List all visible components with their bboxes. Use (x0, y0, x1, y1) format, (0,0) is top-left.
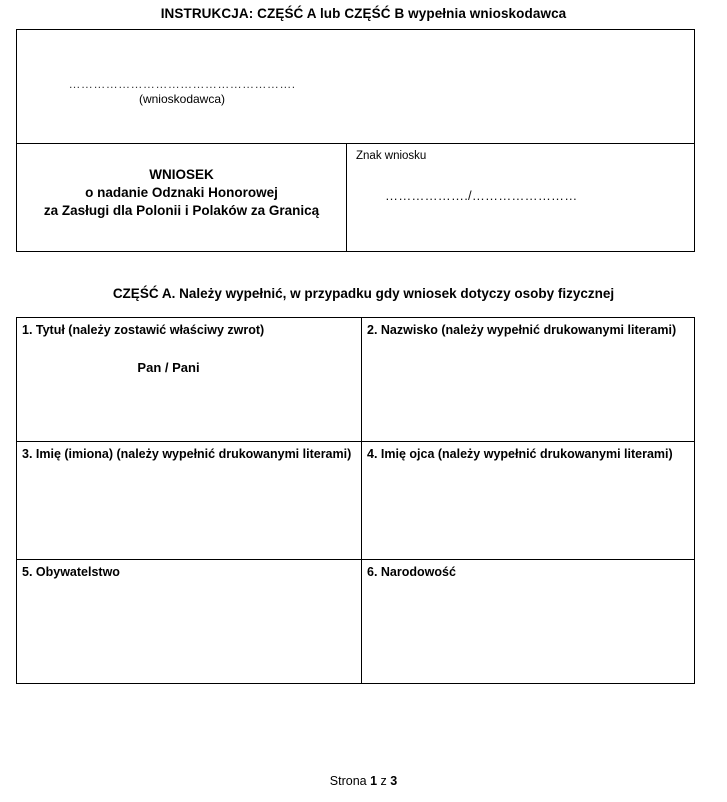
footer-current-page: 1 (370, 774, 378, 788)
field-title-label: 1. Tytuł (należy zostawić właściwy zwrot) (22, 323, 265, 337)
page-footer (0, 774, 727, 788)
applicant-label: (wnioskodawca) (138, 92, 226, 106)
field-citizenship-cell[interactable] (17, 560, 362, 684)
section-a-title: CZĘŚĆ A. Należy wypełnić, w przypadku gdy wniosek dotyczy osoby fizycznej (112, 286, 615, 301)
header-applicant-row (17, 30, 694, 143)
applicant-signature-field (17, 78, 347, 106)
footer-separator: z (380, 774, 387, 788)
table-row (17, 442, 695, 560)
field-nationality-cell[interactable] (362, 560, 695, 684)
table-row (17, 318, 695, 442)
field-title-value[interactable]: Pan / Pani (137, 360, 200, 375)
table-row (17, 560, 695, 684)
field-fathername-cell[interactable] (362, 442, 695, 560)
header-title-cell (17, 144, 347, 251)
field-surname-label: 2. Nazwisko (należy wypełnić drukowanymi literami) (367, 323, 677, 337)
page-title: INSTRUKCJA: CZĘŚĆ A lub CZĘŚĆ B wypełnia wnioskodawca (160, 6, 567, 21)
footer-prefix: Strona (329, 774, 367, 788)
header-table (16, 29, 695, 252)
application-title-line-2: o nadanie Odznaki Honorowej (85, 185, 278, 200)
section-a-table (16, 317, 695, 684)
application-title-line-3: za Zasługi dla Polonii i Polaków za Granicą (43, 203, 320, 218)
field-citizenship-label: 5. Obywatelstwo (22, 565, 120, 579)
field-firstname-label: 3. Imię (imiona) (należy wypełnić drukowanymi literami) (22, 447, 352, 461)
header-title-row (17, 143, 694, 251)
field-title-cell[interactable] (17, 318, 362, 442)
application-title-line-1: WNIOSEK (149, 167, 214, 182)
field-firstname-cell[interactable] (17, 442, 362, 560)
application-number-input[interactable]: ………………./…………………… (385, 188, 578, 203)
application-number-label: Znak wniosku (356, 150, 427, 162)
field-surname-cell[interactable] (362, 318, 695, 442)
field-fathername-label: 4. Imię ojca (należy wypełnić drukowanymi literami) (367, 447, 673, 461)
footer-total-pages: 3 (390, 774, 398, 788)
application-title (17, 166, 346, 220)
application-number-cell (347, 144, 694, 251)
applicant-dotted-line: ………………………………………………. (68, 77, 296, 91)
field-nationality-label: 6. Narodowość (367, 565, 456, 579)
